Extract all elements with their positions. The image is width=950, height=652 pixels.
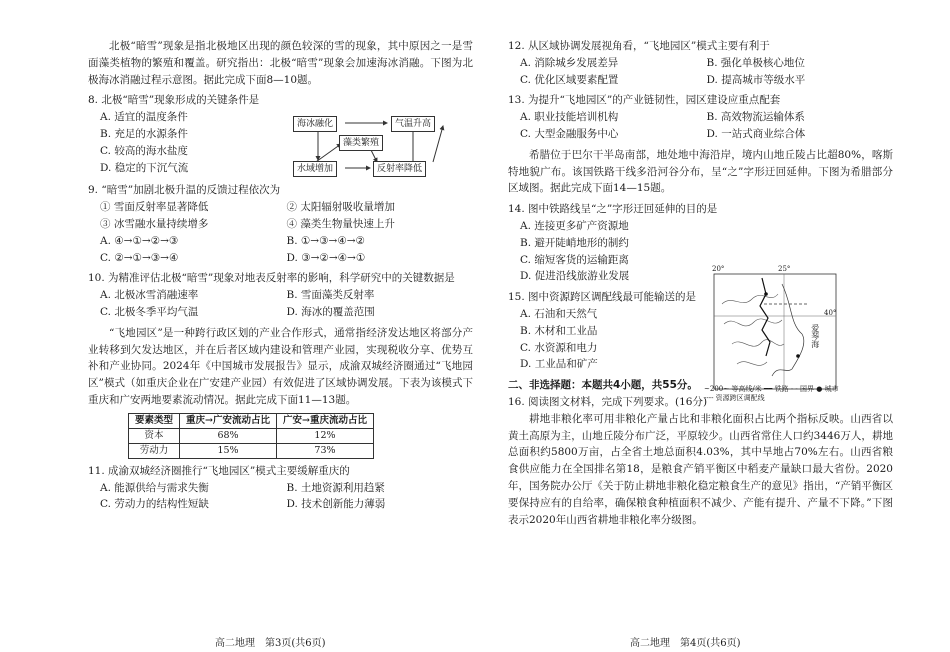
q13-option-d[interactable]: D. 一站式商业综合体 [706, 127, 806, 140]
q9-item-2: ② 太阳辐射吸收量增加 [286, 201, 395, 214]
q12-option-b[interactable]: B. 强化单极核心地位 [706, 56, 805, 69]
q9-option-b[interactable]: B. ①→③→④→② [286, 234, 365, 247]
q9-option-a[interactable]: A. ④→①→②→③ [100, 234, 179, 247]
table-cell: 资本 [129, 428, 180, 443]
map-lon-25: 25° [778, 265, 791, 273]
table-header: 广安→重庆流动占比 [276, 413, 373, 428]
map-legend [704, 385, 854, 403]
q13-option-b[interactable]: B. 高效物流运输体系 [706, 111, 805, 124]
q8-option-d[interactable]: D. 稳定的下沉气流 [100, 161, 189, 174]
q9-item-1: ① 雪面反射率显著降低 [100, 201, 209, 214]
q15-option-a[interactable]: A. 石油和天然气 [520, 307, 598, 320]
legend-transfer-line: ---- 资源跨区调配线 [704, 394, 765, 402]
q15-stem: 15. 图中资源跨区调配线最可能输送的是 [508, 291, 697, 304]
question-12 [508, 38, 893, 88]
q11-option-b[interactable]: B. 土地资源利用趋紧 [286, 481, 385, 494]
q11-option-c[interactable]: C. 劳动力的结构性短缺 [100, 498, 209, 511]
table-cell: 劳动力 [129, 443, 180, 458]
q13-stem: 13. 为提升“飞地园区”的产业链韧性，园区建设应重点配套 [508, 94, 781, 107]
q12-option-d[interactable]: D. 提高城市等级水平 [706, 73, 806, 86]
intro-enclave-park: “飞地园区”是一种跨行政区划的产业合作形式，通常指经济发达地区将部分产业转移到欠发达地区，并在后者区域内建设和管理产业园，实现税收分享、优势互补和产业协同。2024年《中国城市发展报告》显示，成渝双城经济圈通过“飞地园区”模式（如重庆企业在广安建产业园）有效促进了区域协调发展。下表为该模式下重庆和广安两地要素流动情况。据此完成下面11—13题。 [88, 326, 473, 406]
question-8 [88, 92, 473, 178]
box-temp-up: 气温升高 [391, 116, 435, 132]
factor-flow-table [128, 413, 374, 459]
table-cell: 15% [180, 443, 277, 458]
legend-contour: ~200~ 等高线/米 [704, 385, 762, 393]
q8-option-b[interactable]: B. 充足的水源条件 [100, 127, 188, 140]
q10-stem: 10. 为精准评估北极“暗雪”现象对地表反射率的影响，科学研究中的关键数据是 [88, 272, 455, 285]
q8-option-a[interactable]: A. 适宜的温度条件 [100, 111, 188, 124]
q14-option-c[interactable]: C. 缩短客货的运输距离 [520, 253, 629, 266]
q15-option-d[interactable]: D. 工业品和矿产 [520, 358, 598, 371]
intro-dark-snow: 北极“暗雪”现象是指北极地区出现的颜色较深的雪的现象，其中原因之一是雪面藻类植物的繁殖和覆盖。研究指出：北极“暗雪”现象会加速海冰消融。下图为北极海冰消融过程示意图。据此完成下面8—10题。 [88, 40, 473, 86]
q9-option-d[interactable]: D. ③→②→④→① [286, 251, 366, 264]
question-11 [88, 463, 473, 513]
q12-stem: 12. 从区域协调发展视角看，“飞地园区”模式主要有利于 [508, 40, 770, 52]
question-10 [88, 270, 473, 320]
q8-option-c[interactable]: C. 较高的海水盐度 [100, 144, 188, 157]
greece-region-map [712, 264, 840, 396]
legend-railway: ━━ 铁路 [763, 385, 789, 393]
section-2-heading: 二、非选择题：本题共4小题，共55分。 [508, 379, 698, 392]
table-row [129, 428, 374, 443]
q13-option-c[interactable]: C. 大型金融服务中心 [520, 127, 619, 140]
question-15 [508, 289, 708, 373]
legend-border: - - 国界 [790, 385, 814, 393]
q10-option-b[interactable]: B. 雪面藻类反射率 [286, 289, 375, 302]
page-footer-right: 高二地理 第4页(共6页) [630, 638, 741, 649]
q9-stem: 9. “暗雪”加剧北极升温的反馈过程依次为 [88, 184, 281, 197]
table-cell: 73% [276, 443, 373, 458]
q8-stem: 8. 北极“暗雪”现象形成的关键条件是 [88, 94, 260, 107]
table-header: 重庆→广安流动占比 [180, 413, 277, 428]
table-row [129, 443, 374, 458]
q9-item-4: ④ 藻类生物量快速上升 [286, 217, 395, 230]
map-drawing [712, 264, 840, 396]
question-16 [508, 394, 893, 528]
question-13 [508, 92, 893, 142]
box-algae: 藻类繁殖 [339, 135, 383, 151]
question-14 [508, 201, 718, 285]
q11-option-d[interactable]: D. 技术创新能力薄弱 [286, 498, 386, 511]
q11-stem: 11. 成渝双城经济圈推行“飞地园区”模式主要缓解重庆的 [88, 464, 350, 477]
q9-item-3: ③ 冰雪融水量持续增多 [100, 217, 209, 230]
table-header: 要素类型 [129, 413, 180, 428]
question-9 [88, 182, 473, 266]
q13-option-a[interactable]: A. 职业技能培训机构 [520, 111, 619, 124]
q15-option-b[interactable]: B. 木材和工业品 [520, 324, 598, 337]
intro-greece: 希腊位于巴尔干半岛南部，地处地中海沿岸，境内山地丘陵占比超80%，喀斯特地貌广布。该国铁路干线多沿河谷分布，呈“之”字形迂回延伸。下图为希腊部分区域图。据此完成下面14—15题。 [508, 148, 893, 195]
q15-option-c[interactable]: C. 水资源和电力 [520, 341, 598, 354]
page-footer-left: 高二地理 第3页(共6页) [215, 638, 326, 649]
table-cell: 68% [180, 428, 277, 443]
left-column [88, 38, 473, 513]
legend-city: ● 城市 [816, 385, 839, 393]
q10-option-a[interactable]: A. 北极冰雪消融速率 [100, 289, 199, 302]
q14-option-b[interactable]: B. 避开陡峭地形的制约 [520, 236, 629, 249]
ice-melt-diagram [293, 116, 463, 178]
map-lat-40: 40° [824, 309, 837, 317]
q10-option-d[interactable]: D. 海冰的覆盖范围 [286, 305, 375, 318]
q11-option-a[interactable]: A. 能源供给与需求失衡 [100, 481, 209, 494]
table-cell: 12% [276, 428, 373, 443]
map-lon-20: 20° [712, 265, 725, 273]
q12-option-a[interactable]: A. 消除城乡发展差异 [520, 56, 619, 69]
q9-option-c[interactable]: C. ②→①→③→④ [100, 251, 179, 264]
box-ice-melt: 海冰融化 [293, 116, 337, 132]
map-sea-label: 爱琴海 [810, 324, 820, 348]
q16-material: 耕地非粮化率可用非粮化产量占比和非粮化面积占比两个指标反映。山西省以黄土高原为主，山地丘陵分布广泛，平原较少。山西省常住人口约3446万人，耕地总面积约5800万亩，占全省土地总面积4.03%，其中旱地占70%左右。山西省粮食供应能力在全国排名第18，是粮食产销平衡区中稻麦产量缺口最大省份。2020年，国务院办公厅《关于防止耕地非粮化稳定粮食生产的意见》指出，“产销平衡区要保持应有的自给率，确保粮食种植面积不减少、产能有提升、产量不下降。”下图表示2020年山西省耕地非粮化率分级图。 [508, 412, 893, 526]
box-water-up: 水域增加 [293, 161, 337, 177]
q16-stem: 16. 阅读图文材料，完成下列要求。(16分) [508, 395, 708, 408]
q12-option-c[interactable]: C. 优化区域要素配置 [520, 73, 619, 86]
q14-option-d[interactable]: D. 促进沿线旅游业发展 [520, 270, 630, 283]
q14-option-a[interactable]: A. 连接更多矿产资源地 [520, 219, 629, 232]
q14-stem: 14. 图中铁路线呈“之”字形迂回延伸的目的是 [508, 203, 718, 216]
box-reflect-down: 反射率降低 [373, 161, 426, 177]
q10-option-c[interactable]: C. 北极冬季平均气温 [100, 305, 199, 318]
